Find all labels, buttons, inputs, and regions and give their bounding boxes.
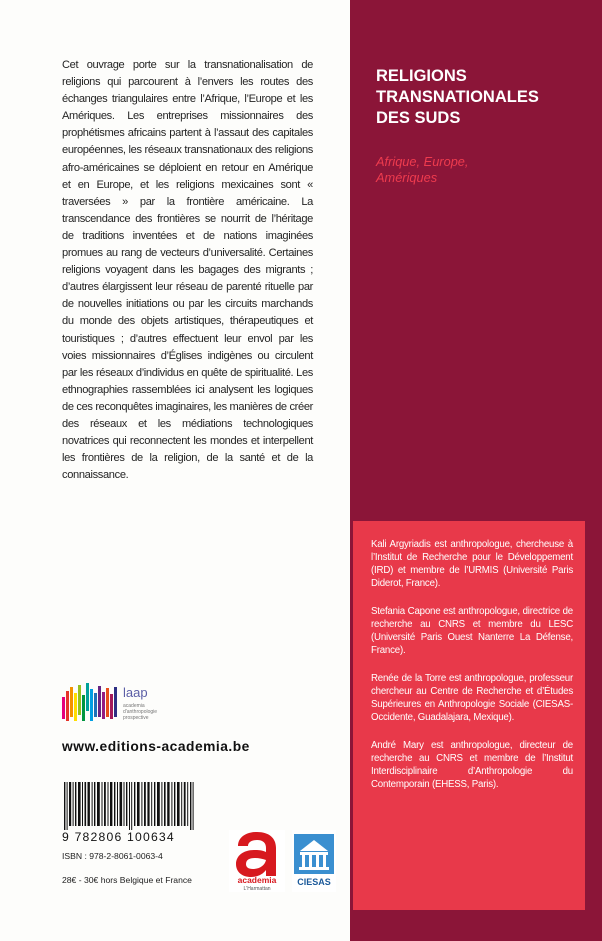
author-bios [353,521,585,910]
barcode-icon [62,782,202,830]
subtitle-line: Amériques [376,170,438,185]
subtitle-line: Afrique, Europe, [376,154,469,169]
price: 28€ - 30€ hors Belgique et France [62,875,192,885]
title-line: DES SUDS [376,109,461,127]
ciesas-logo [292,830,336,892]
book-subtitle [376,154,576,186]
laap-tagline: d'anthropologie [123,709,158,715]
academia-name: academia [237,875,277,885]
author-bio: André Mary est anthropologue, directeur de recherche au CNRS et membre de l’Institut Interdisciplinaire d’Anthropologie du Contemporain (EHESS, Paris). [371,740,573,790]
academia-letter-icon [236,832,276,877]
blurb-text: Cet ouvrage porte sur la transnationalisation de religions qui parcourent à l’envers les routes des échanges triangulaires entre l’Afrique, l’Europe et les Amériques. Les entreprises missionnaires des prophétismes africains partent à l’assaut des capitales européennes, les réseaux transnationaux des religions afro-américaines se déploient en retour en Amérique et en Europe, et les religions mexicaines sont « traversées » par la frontière américaine. La transcendance des frontières se nourrit de l’héritage de traditions inventées et de nations imaginées promues au rang de vecteurs d’universalité. Certaines religions voyagent dans les bagages des migrants ; d’autres élargissent leur réseau de parenté rituelle par de nouvelles initiations ou par les circuits marchands du monde des objets artistiques, thérapeutiques et touristiques ; d’autres effectuent leur envol par les voies missionnaires d’Églises indigènes ou circulent par les réseaux d’individus en quête de spiritualité. Les ethnographies rassemblées ici analysent les logiques de ces reconquêtes imaginaires, les manières de créer des réseaux et les médiations technologiques novatrices qui reconnectent les mondes et interpellent les frontières de la religion, de la santé et de la connaissance. [62,59,313,482]
publisher-website: www.editions-academia.be [62,739,250,754]
academia-logo [229,830,285,892]
author-bio: Stefania Capone est anthropologue, directrice de recherche au CNRS et membre du LESC (Université Paris Ouest Nanterre La Défense, France). [371,606,573,656]
ciesas-name: CIESAS [297,877,331,887]
laap-logo [62,683,202,723]
title-line: TRANSNATIONALES [376,88,539,106]
barcode-number: 9 782806 100634 [62,830,175,844]
laap-color-bars-icon [62,683,117,721]
laap-tagline: academia [123,703,145,709]
book-title [376,66,586,129]
academia-sub: L'Harmattan [243,886,271,892]
title-line: RELIGIONS [376,67,467,85]
author-bio: Kali Argyriadis est anthropologue, chercheuse à l’Institut de Recherche pour le Développement (IRD) et membre de l’URMIS (Université Paris Diderot, France). [371,539,573,589]
laap-name: laap [123,685,148,700]
laap-tagline: prospective [123,715,149,721]
author-bio: Renée de la Torre est anthropologue, professeur chercheur au Centre de Recherche et d’Études Supérieures en Anthropologie Sociale (CIESAS-Occidente, Guadalajara, Mexique). [371,673,573,723]
isbn: ISBN : 978-2-8061-0063-4 [62,851,163,861]
